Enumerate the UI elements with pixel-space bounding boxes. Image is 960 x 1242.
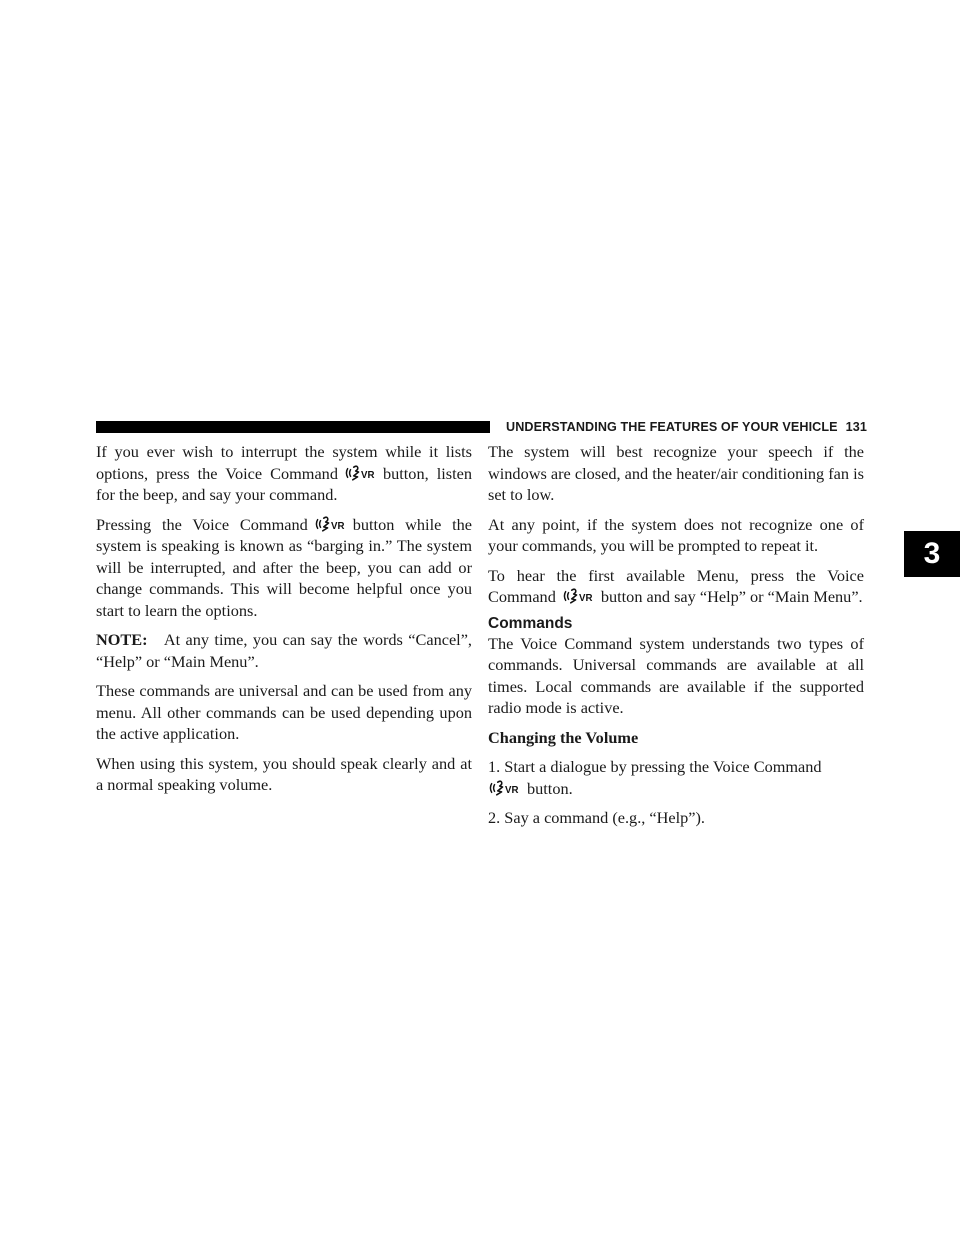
paragraph-interrupt: If you ever wish to interrupt the system while it lists options, press the Voice Command button, listen for the beep, and say your command. [96, 442, 472, 504]
paragraph-speak-clearly: When using this system, you should speak clearly and at a normal speaking volume. [96, 753, 472, 794]
paragraph-barging-in: Pressing the Voice Command button while the system is speaking is known as “barging in.” The system will be interrupted, and after the beep, you can add or change commands. This will become helpful once you start to learn the options. [96, 514, 472, 620]
voice-command-icon [344, 465, 377, 481]
left-column [96, 441, 472, 804]
step-1: 1. Start a dialogue by pressing the Voice Command button. [488, 757, 822, 798]
paragraph-universal-commands: These commands are universal and can be used from any menu. All other commands can be used depending upon the active application. [96, 681, 472, 743]
chapter-tab: 3 [904, 531, 960, 577]
commands-heading: Commands [488, 614, 573, 632]
running-header [506, 419, 866, 435]
note-paragraph: NOTE: At any time, you can say the words “Cancel”, “Help” or “Main Menu”. [96, 630, 472, 671]
paragraph-recognition: The system will best recognize your speech if the windows are closed, and the heater/air conditioning fan is set to low. [488, 442, 864, 504]
voice-command-icon [488, 780, 521, 796]
step-2: 2. Say a command (e.g., “Help”). [488, 808, 706, 827]
voice-command-icon [562, 588, 595, 604]
voice-command-icon [314, 516, 347, 532]
page-number: 131 [845, 420, 867, 434]
note-label: NOTE: [96, 630, 148, 649]
paragraph-command-types: The Voice Command system understands two types of commands. Universal commands are available at all times. Local commands are available if the supported radio mode is active. [488, 633, 864, 717]
right-column [488, 441, 864, 837]
header-rule [96, 421, 490, 433]
section-title: UNDERSTANDING THE FEATURES OF YOUR VEHICLE [506, 420, 838, 434]
paragraph-repeat: At any point, if the system does not recognize one of your commands, you will be prompted to repeat it. [488, 514, 864, 555]
changing-volume-heading: Changing the Volume [488, 727, 639, 747]
paragraph-first-menu: To hear the first available Menu, press the Voice Command button and say “Help” or “Main Menu”. [488, 565, 864, 606]
